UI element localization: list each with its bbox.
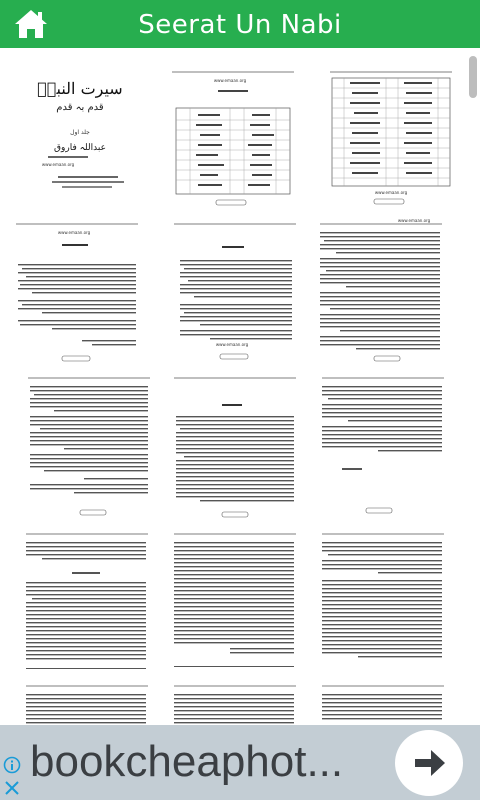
page-thumbnail-4[interactable] bbox=[170, 218, 300, 368]
page-thumbnail-9[interactable] bbox=[22, 526, 152, 678]
cover-volume: جلد اول bbox=[70, 129, 90, 136]
info-icon[interactable] bbox=[3, 756, 21, 774]
page-title: Seerat Un Nabi bbox=[138, 10, 342, 40]
page-grid[interactable] bbox=[0, 48, 480, 725]
ad-open-button[interactable] bbox=[395, 730, 463, 796]
arrow-right-icon bbox=[395, 730, 463, 796]
cover-title: سیرت النبیؐ bbox=[37, 79, 123, 98]
page-thumbnail-contents-2[interactable] bbox=[326, 68, 456, 208]
page-thumbnail-6[interactable] bbox=[24, 372, 154, 522]
page-thumbnail-contents-1[interactable] bbox=[168, 68, 298, 208]
svg-text:www.emaan.org: www.emaan.org bbox=[215, 342, 249, 347]
ad-text[interactable]: bookcheaphot... bbox=[30, 737, 344, 786]
page-thumbnail-11[interactable] bbox=[318, 526, 448, 678]
svg-text:www.emaan.org: www.emaan.org bbox=[213, 78, 247, 83]
page-thumbnail-10[interactable] bbox=[170, 526, 300, 678]
svg-text:www.emaan.org: www.emaan.org bbox=[374, 190, 408, 195]
page-thumbnail-5[interactable] bbox=[316, 218, 446, 368]
page-thumbnail-12[interactable] bbox=[22, 678, 152, 725]
scrollbar[interactable] bbox=[466, 48, 480, 725]
page-thumbnail-7[interactable] bbox=[170, 372, 300, 522]
cover-website: www.emaan.org bbox=[41, 162, 75, 167]
page-thumbnail-cover[interactable] bbox=[18, 72, 148, 202]
app-bar bbox=[0, 0, 480, 48]
page-thumbnail-8[interactable] bbox=[318, 372, 448, 522]
page-thumbnail-3[interactable] bbox=[12, 218, 142, 368]
cover-subtitle: قدم بہ قدم bbox=[56, 102, 104, 113]
page-thumbnail-13[interactable] bbox=[170, 678, 300, 725]
svg-text:www.emaan.org: www.emaan.org bbox=[397, 218, 431, 223]
scrollbar-thumb[interactable] bbox=[469, 56, 477, 98]
page-thumbnail-14[interactable] bbox=[318, 678, 448, 725]
svg-text:www.emaan.org: www.emaan.org bbox=[57, 230, 91, 235]
close-icon[interactable] bbox=[3, 779, 21, 797]
cover-author: عبداللہ فاروق bbox=[54, 143, 106, 153]
